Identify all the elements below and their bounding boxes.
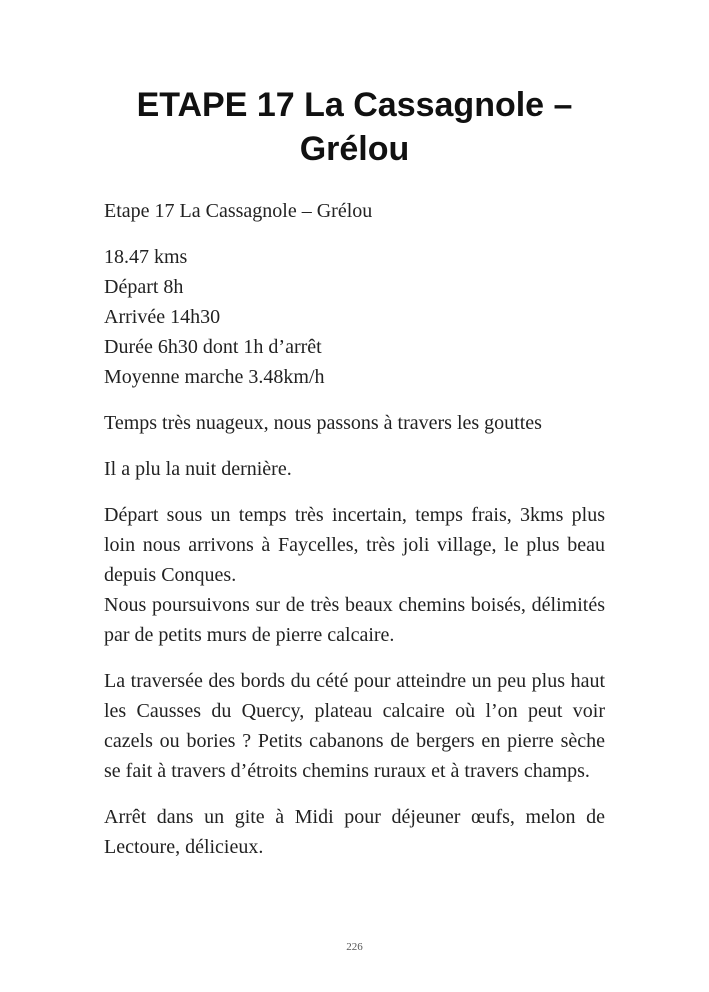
departure-text: Départ sous un temps très incertain, temps frais, 3kms plus loin nous arrivons à Faycelles, très joli village, le plus beau depuis Conques. [104, 504, 605, 586]
page-title: ETAPE 17 La Cassagnole – Grélou [136, 86, 573, 168]
weather-paragraph: Temps très nuageux, nous passons à travers les gouttes [104, 412, 542, 434]
stat-distance: 18.47 kms [104, 246, 188, 268]
crossing-paragraph: La traversée des bords du cété pour atteindre un peu plus haut les Causses du Quercy, plateau calcaire où l’on peut voir cazels ou bories ? Petits cabanons de bergers en pierre sèche se fait à travers d’étroits chemins ruraux et à travers champs. [104, 670, 605, 782]
stat-departure: Départ 8h [104, 276, 184, 298]
stat-average-speed: Moyenne marche 3.48km/h [104, 366, 325, 388]
rain-paragraph: Il a plu la nuit dernière. [104, 458, 292, 480]
paths-text: Nous poursuivons sur de très beaux chemins boisés, délimités par de petits murs de pierre calcaire. [104, 594, 605, 646]
subtitle-paragraph: Etape 17 La Cassagnole – Grélou [104, 200, 373, 222]
body-text [104, 196, 605, 878]
page-number: 226 [346, 941, 363, 953]
stat-arrival: Arrivée 14h30 [104, 306, 221, 328]
departure-paragraph [104, 500, 605, 650]
stats-paragraph [104, 242, 605, 392]
stat-duration: Durée 6h30 dont 1h d’arrêt [104, 336, 322, 358]
lunch-paragraph: Arrêt dans un gite à Midi pour déjeuner œufs, melon de Lectoure, délicieux. [104, 806, 605, 858]
